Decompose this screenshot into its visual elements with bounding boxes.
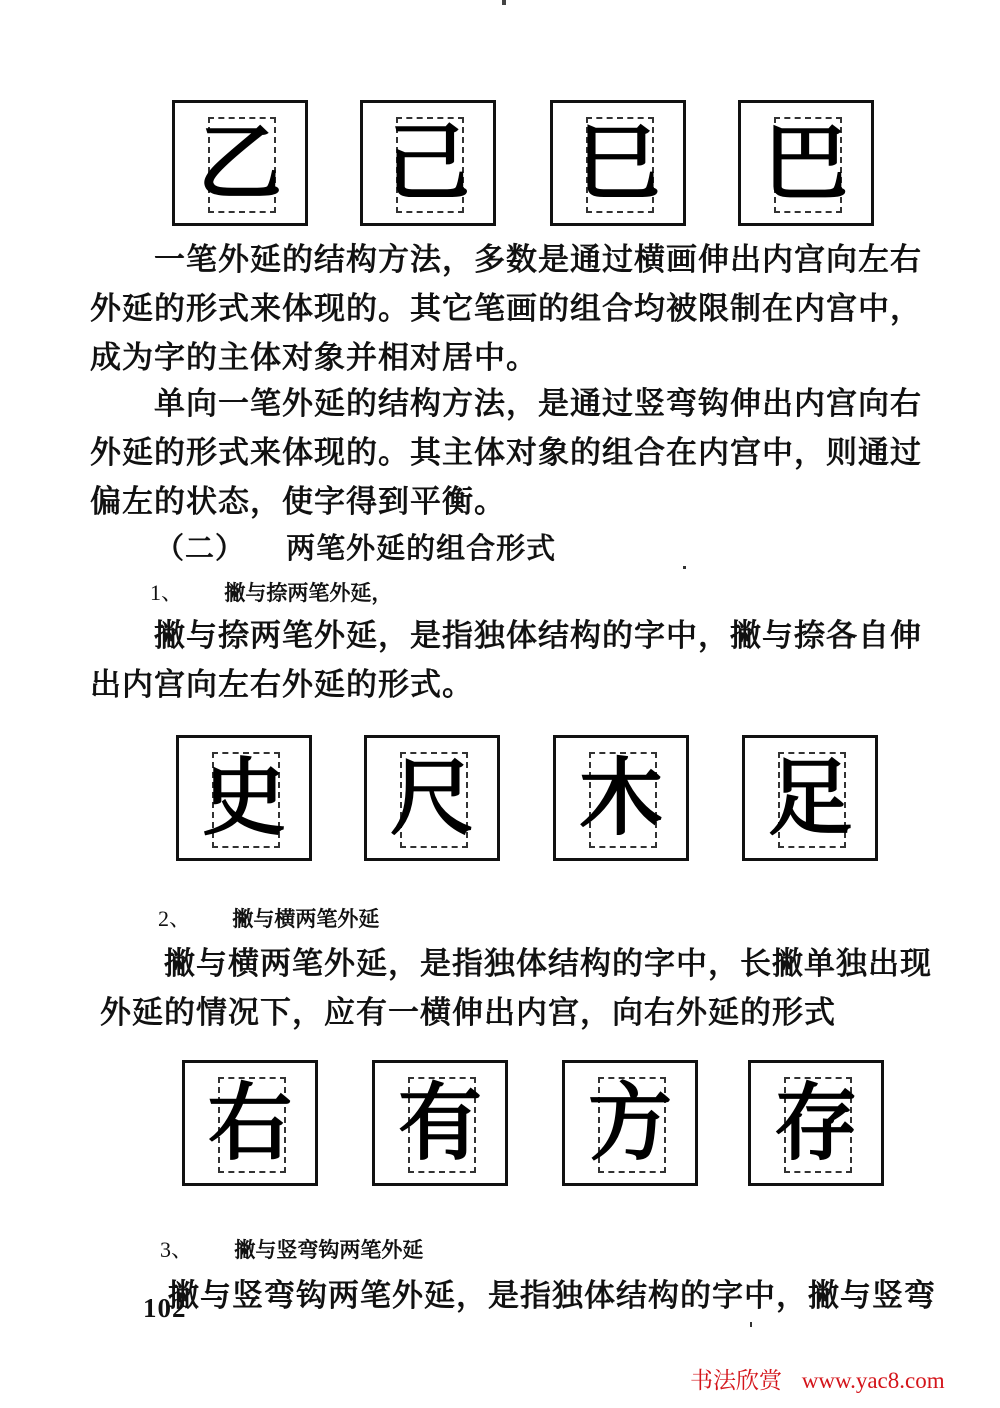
character-box [553, 735, 689, 861]
character-box [372, 1060, 508, 1186]
character-box [562, 1060, 698, 1186]
character-glyph: 乙 [197, 113, 282, 212]
section-heading [155, 526, 556, 567]
watermark-text: 书法欣赏 [690, 1368, 782, 1394]
character-grid-row-1 [0, 100, 1000, 235]
character-glyph: 足 [767, 748, 852, 847]
character-glyph: 木 [578, 748, 663, 847]
subheading-number: 1、 [150, 580, 184, 605]
character-box [360, 100, 496, 226]
character-glyph: 巳 [575, 113, 660, 212]
character-grid-row-3 [0, 1060, 1000, 1195]
subheading-number: 2、 [158, 906, 192, 931]
subheading-2 [158, 902, 379, 933]
paragraph-single-direction-extension: 单向一笔外延的结构方法，是通过竖弯钩伸出内宫向右外延的形式来体现的。其主体对象的组合在内宫中，则通过偏左的状态，使字得到平衡。 [90, 386, 922, 520]
character-glyph: 己 [385, 113, 470, 212]
section-number: （二） [155, 531, 246, 565]
scan-speck [683, 566, 686, 569]
character-box [172, 100, 308, 226]
section-title: 两笔外延的组合形式 [286, 531, 557, 565]
character-box [742, 735, 878, 861]
character-grid-row-2 [0, 735, 1000, 870]
scan-mark [502, 0, 506, 5]
watermark-url: www.yac8.com [801, 1368, 945, 1393]
subheading-title: 撇与捺两笔外延， [224, 581, 393, 605]
subheading-title: 撇与竖弯钩两笔外延 [234, 1238, 424, 1262]
character-glyph: 右 [207, 1073, 292, 1172]
subheading-3 [160, 1233, 423, 1264]
subheading-1 [150, 576, 392, 607]
character-glyph: 尺 [389, 748, 474, 847]
paragraph-pie-heng-extension: 撇与横两笔外延，是指独体结构的字中，长撇单独出现外延的情况下，应有一横伸出内宫，向右外延的形式 [100, 946, 932, 1031]
character-box [550, 100, 686, 226]
subheading-title: 撇与横两笔外延 [232, 907, 380, 931]
character-glyph: 有 [397, 1073, 482, 1172]
character-box [748, 1060, 884, 1186]
scan-speck [750, 1322, 752, 1327]
page-number: 102 [143, 1293, 187, 1323]
subheading-number: 3、 [160, 1237, 194, 1262]
character-glyph: 巴 [763, 113, 848, 212]
character-box [176, 735, 312, 861]
character-box [738, 100, 874, 226]
character-box [182, 1060, 318, 1186]
watermark [690, 1362, 945, 1395]
character-glyph: 存 [773, 1073, 858, 1172]
character-box [364, 735, 500, 861]
paragraph-pie-vertical-hook-extension: 撇与竖弯钩两笔外延，是指独体结构的字中，撇与竖弯 [168, 1278, 936, 1314]
paragraph-one-stroke-extension: 一笔外延的结构方法，多数是通过横画伸出内宫向左右外延的形式来体现的。其它笔画的组合均被限制在内宫中，成为字的主体对象并相对居中。 [90, 242, 922, 376]
paragraph-pie-na-extension: 撇与捺两笔外延，是指独体结构的字中，撇与捺各自伸出内宫向左右外延的形式。 [90, 618, 922, 703]
character-glyph: 方 [587, 1073, 672, 1172]
character-glyph: 史 [201, 748, 286, 847]
